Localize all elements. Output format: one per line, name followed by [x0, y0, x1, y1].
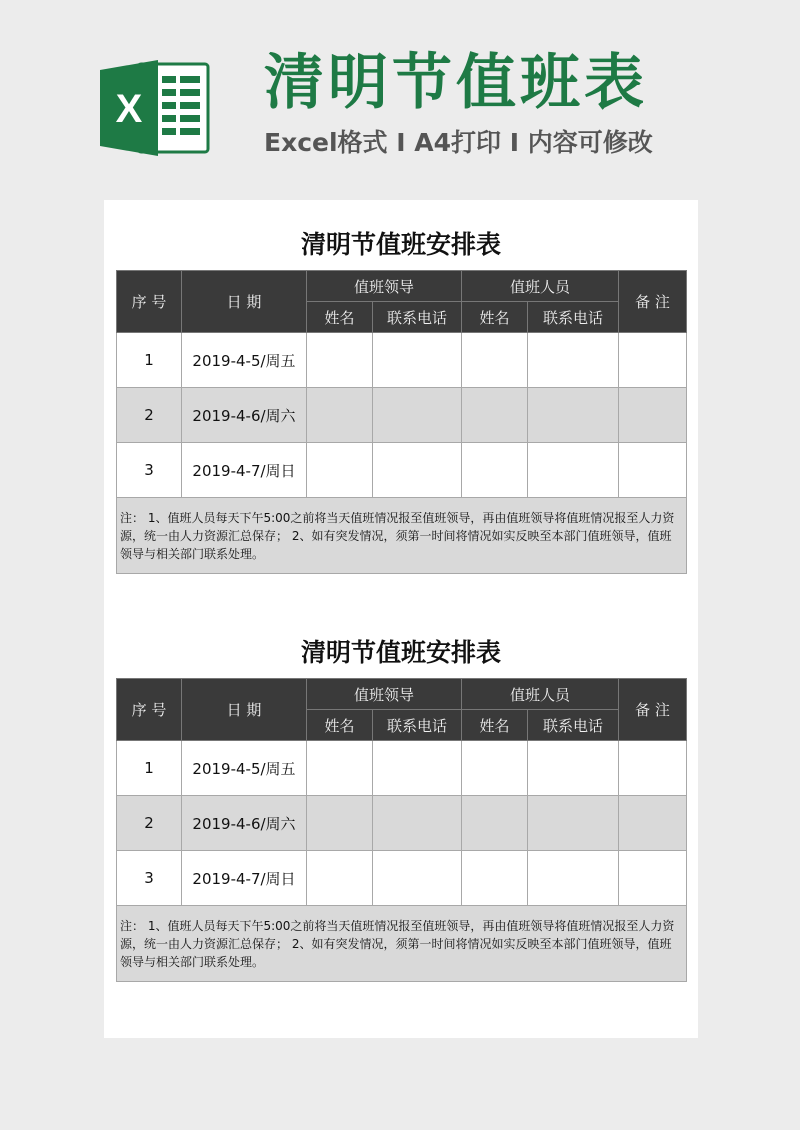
header-leader-group: 值班领导: [307, 271, 462, 302]
table-row: [117, 741, 687, 796]
cell-leader-phone[interactable]: [373, 443, 462, 498]
cell-staff-phone[interactable]: [528, 333, 619, 388]
cell-remark[interactable]: [619, 388, 687, 443]
note-text[interactable]: 注： 1、值班人员每天下午5:00之前将当天值班情况报至值班领导，再由值班领导将值班情况报至人力资源，统一由人力资源汇总保存； 2、如有突发情况，须第一时间将情况如实反映至本部门值班领导，值班领导与相关部门联系处理。: [117, 498, 687, 574]
header-staff-name: 姓名: [462, 710, 528, 741]
cell-staff-name[interactable]: [462, 796, 528, 851]
note-text[interactable]: 注： 1、值班人员每天下午5:00之前将当天值班情况报至值班领导，再由值班领导将值班情况报至人力资源，统一由人力资源汇总保存； 2、如有突发情况，须第一时间将情况如实反映至本部门值班领导，值班领导与相关部门联系处理。: [117, 906, 687, 982]
table-row: [117, 796, 687, 851]
cell-leader-name[interactable]: [307, 443, 373, 498]
logo-letter: X: [115, 87, 143, 131]
cell-remark[interactable]: [619, 851, 687, 906]
cell-leader-name[interactable]: [307, 388, 373, 443]
header-remark: 备 注: [619, 679, 687, 741]
sheet-title: 清明节值班安排表: [300, 638, 501, 667]
sheet-title: 清明节值班安排表: [300, 230, 501, 259]
document-page: [104, 200, 698, 1038]
cell-remark[interactable]: [619, 443, 687, 498]
header-index: 序 号: [117, 271, 182, 333]
cell-date[interactable]: 2019-4-6/周六: [182, 388, 307, 443]
cell-staff-phone[interactable]: [528, 388, 619, 443]
cell-index[interactable]: 1: [117, 333, 182, 388]
cell-staff-phone[interactable]: [528, 443, 619, 498]
schedule-sheet-2: [116, 628, 686, 982]
header-staff-group: 值班人员: [462, 271, 619, 302]
header-leader-name: 姓名: [307, 710, 373, 741]
excel-logo-icon: [100, 58, 212, 158]
cell-staff-name[interactable]: [462, 851, 528, 906]
cell-index[interactable]: 2: [117, 796, 182, 851]
header-staff-phone: 联系电话: [528, 710, 619, 741]
header-date: 日 期: [182, 271, 307, 333]
schedule-table: [116, 678, 687, 982]
banner-title: 清明节值班表: [264, 48, 648, 118]
table-row: [117, 333, 687, 388]
cell-index[interactable]: 2: [117, 388, 182, 443]
header-index: 序 号: [117, 679, 182, 741]
cell-date[interactable]: 2019-4-7/周日: [182, 851, 307, 906]
cell-date[interactable]: 2019-4-5/周五: [182, 741, 307, 796]
header-banner: [0, 0, 800, 190]
cell-leader-phone[interactable]: [373, 851, 462, 906]
header-staff-phone: 联系电话: [528, 302, 619, 333]
cell-staff-phone[interactable]: [528, 741, 619, 796]
cell-staff-name[interactable]: [462, 333, 528, 388]
cell-leader-name[interactable]: [307, 333, 373, 388]
cell-index[interactable]: 3: [117, 851, 182, 906]
table-row: [117, 388, 687, 443]
cell-date[interactable]: 2019-4-6/周六: [182, 796, 307, 851]
cell-staff-phone[interactable]: [528, 796, 619, 851]
header-remark: 备 注: [619, 271, 687, 333]
cell-remark[interactable]: [619, 741, 687, 796]
cell-leader-name[interactable]: [307, 741, 373, 796]
header-leader-phone: 联系电话: [373, 710, 462, 741]
header-leader-group: 值班领导: [307, 679, 462, 710]
table-row: [117, 443, 687, 498]
cell-staff-name[interactable]: [462, 443, 528, 498]
cell-index[interactable]: 1: [117, 741, 182, 796]
cell-staff-name[interactable]: [462, 741, 528, 796]
cell-leader-phone[interactable]: [373, 388, 462, 443]
schedule-sheet-1: [116, 220, 686, 574]
header-staff-name: 姓名: [462, 302, 528, 333]
header-leader-name: 姓名: [307, 302, 373, 333]
cell-remark[interactable]: [619, 796, 687, 851]
note-row: [117, 498, 687, 574]
header-leader-phone: 联系电话: [373, 302, 462, 333]
banner-subtitle: Excel格式 I A4打印 I 内容可修改: [264, 128, 653, 157]
cell-remark[interactable]: [619, 333, 687, 388]
cell-index[interactable]: 3: [117, 443, 182, 498]
schedule-table: [116, 270, 687, 574]
cell-leader-phone[interactable]: [373, 333, 462, 388]
cell-staff-phone[interactable]: [528, 851, 619, 906]
cell-date[interactable]: 2019-4-5/周五: [182, 333, 307, 388]
header-staff-group: 值班人员: [462, 679, 619, 710]
cell-leader-name[interactable]: [307, 851, 373, 906]
cell-leader-phone[interactable]: [373, 796, 462, 851]
cell-leader-name[interactable]: [307, 796, 373, 851]
cell-staff-name[interactable]: [462, 388, 528, 443]
cell-date[interactable]: 2019-4-7/周日: [182, 443, 307, 498]
table-row: [117, 851, 687, 906]
header-date: 日 期: [182, 679, 307, 741]
cell-leader-phone[interactable]: [373, 741, 462, 796]
note-row: [117, 906, 687, 982]
